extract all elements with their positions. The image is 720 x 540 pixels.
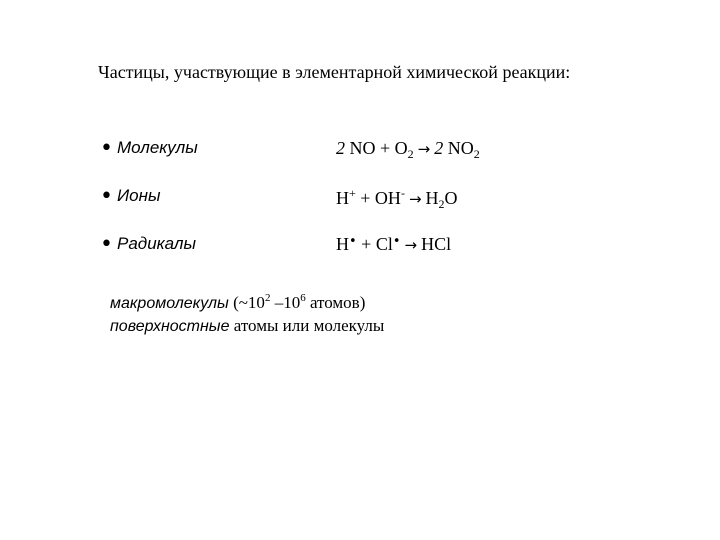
- bullet-icon: •: [100, 232, 113, 257]
- arrow-icon: →: [404, 236, 418, 254]
- radical-dot-icon: •: [349, 234, 357, 249]
- reaction-equation: [336, 186, 458, 212]
- superscript: 6: [300, 292, 306, 304]
- row-label: Ионы: [117, 186, 161, 205]
- superscript: -: [400, 186, 405, 200]
- note-text: атомы или молекулы: [229, 316, 385, 335]
- note-term: поверхностные: [110, 318, 230, 335]
- note-text: –10: [270, 293, 301, 312]
- subscript: 2: [438, 197, 445, 211]
- arrow-icon: →: [417, 140, 431, 158]
- formula-text: O: [444, 188, 458, 208]
- slide-title: Частицы, участвующие в элементарной химической реакции:: [98, 62, 571, 82]
- row-label: Радикалы: [117, 234, 197, 253]
- bullet-icon: •: [100, 136, 113, 161]
- note-macromolecules: [110, 292, 365, 313]
- subscript: 2: [407, 147, 414, 161]
- coefficient: 2: [434, 138, 444, 158]
- bullet-row-radicals: [100, 234, 660, 260]
- bullet-row-ions: [100, 186, 660, 212]
- formula-text: H: [336, 188, 349, 208]
- coefficient: 2: [336, 138, 345, 158]
- reaction-equation: [336, 234, 451, 255]
- note-text: атомов): [305, 293, 366, 312]
- arrow-icon: →: [408, 190, 422, 208]
- note-text: (~10: [228, 293, 265, 312]
- bullet-row-molecules: [100, 138, 660, 164]
- formula-text: H: [425, 188, 439, 208]
- formula-text: + OH: [355, 188, 401, 208]
- note-surface: [110, 316, 384, 336]
- note-term: макромолекулы: [110, 295, 229, 312]
- formula-text: NO + O: [345, 138, 408, 158]
- row-label: Молекулы: [117, 138, 198, 157]
- radical-dot-icon: •: [392, 234, 401, 249]
- reaction-equation: [336, 138, 480, 162]
- subscript: 2: [473, 147, 480, 161]
- formula-text: HCl: [421, 234, 452, 254]
- formula-text: + Cl: [356, 234, 393, 254]
- formula-text: NO: [443, 138, 474, 158]
- formula-text: H: [336, 234, 349, 254]
- superscript: 2: [264, 292, 271, 304]
- bullet-icon: •: [100, 184, 113, 209]
- superscript: +: [349, 186, 356, 200]
